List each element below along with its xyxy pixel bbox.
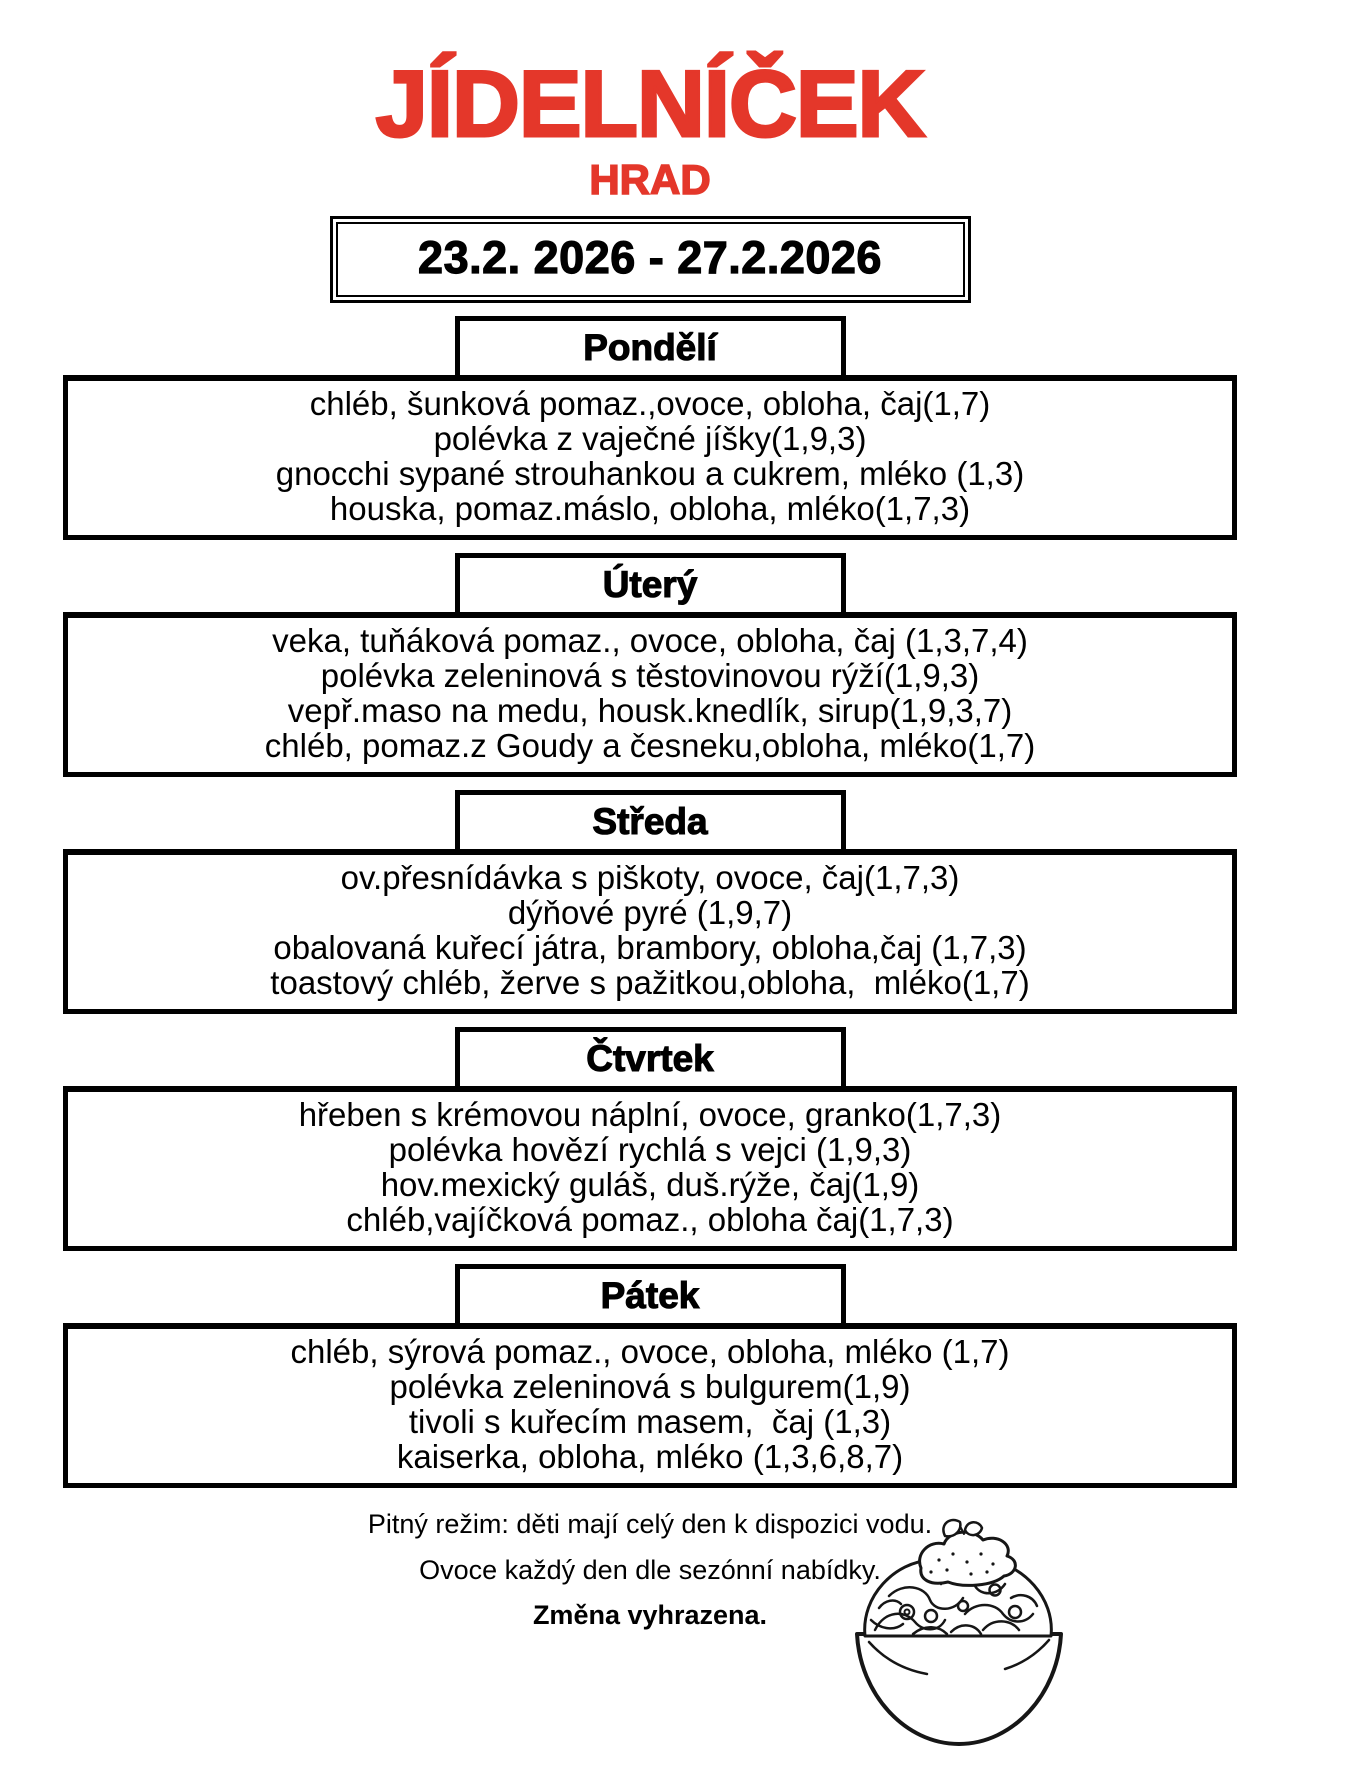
day-menu-box [63,849,1237,1014]
menu-item: gnocchi sypané strouhankou a cukrem, mléko (1,3) [275,454,1025,492]
menu-item: polévka zeleninová s těstovinovou rýží(1,9,3) [320,656,980,694]
menu-item: ov.přesnídávka s piškoty, ovoce, čaj(1,7,3) [340,858,960,896]
day-section [63,316,1237,540]
day-header [455,316,846,375]
menu-item: hřeben s krémovou náplní, ovoce, granko(1,7,3) [298,1095,1002,1133]
menu-column [63,51,1237,1631]
day-name-label: Středa [592,800,708,842]
menu-item: dýňové pyré (1,9,7) [507,893,793,931]
menu-item: hov.mexický guláš, duš.rýže, čaj(1,9) [380,1165,920,1203]
day-name-label: Pátek [600,1274,700,1316]
menu-item: obalovaná kuřecí játra, brambory, obloha,čaj (1,7,3) [273,928,1027,966]
menu-item: polévka hovězí rychlá s vejci (1,9,3) [388,1130,912,1168]
menu-item: toastový chléb, žerve s pažitkou,obloha, mléko(1,7) [270,963,1030,1001]
location-subtitle: HRAD [589,155,711,203]
menu-item: kaiserka, obloha, mléko (1,3,6,8,7) [396,1437,904,1475]
day-header [455,790,846,849]
day-name-label: Úterý [602,563,698,605]
day-menu-box [63,612,1237,777]
menu-item: chléb, šunková pomaz.,ovoce, obloha, čaj(1,7) [309,384,991,422]
day-header [455,553,846,612]
footer-note-fruit: Ovoce každý den dle sezónní nabídky. [419,1554,881,1585]
menu-item: chléb,vajíčková pomaz., obloha čaj(1,7,3) [346,1200,954,1238]
menu-item: veka, tuňáková pomaz., ovoce, obloha, čaj (1,3,7,4) [272,621,1028,659]
menu-item: houska, pomaz.máslo, obloha, mléko(1,7,3) [329,489,971,527]
page-title: JÍDELNÍČEK [375,51,925,156]
day-header [455,1027,846,1086]
day-section [63,1027,1237,1251]
spaghetti-bowl-icon [843,1512,1075,1768]
day-section [63,1264,1237,1488]
menu-item: chléb, sýrová pomaz., ovoce, obloha, mléko (1,7) [290,1332,1010,1370]
day-section [63,553,1237,777]
footer-note-drinking-regime: Pitný režim: děti mají celý den k dispozici vodu. [367,1508,933,1539]
date-range-label: 23.2. 2026 - 27.2.2026 [336,222,965,297]
menu-item: tivoli s kuřecím masem, čaj (1,3) [408,1402,892,1440]
day-section [63,790,1237,1014]
date-range-box [330,216,971,303]
day-menu-box [63,1086,1237,1251]
footer-note-change-reserved: Změna vyhrazena. [532,1600,768,1631]
menu-item: vepř.maso na medu, housk.knedlík, sirup(1,9,3,7) [287,691,1013,729]
day-menu-box [63,375,1237,540]
day-menu-box [63,1323,1237,1488]
menu-item: polévka z vaječné jíšky(1,9,3) [433,419,867,457]
menu-item: polévka zeleninová s bulgurem(1,9) [389,1367,911,1405]
menu-item: chléb, pomaz.z Goudy a česneku,obloha, mléko(1,7) [264,726,1036,764]
day-header [455,1264,846,1323]
day-name-label: Pondělí [583,326,717,368]
day-name-label: Čtvrtek [586,1037,714,1079]
day-sections [63,316,1237,1488]
